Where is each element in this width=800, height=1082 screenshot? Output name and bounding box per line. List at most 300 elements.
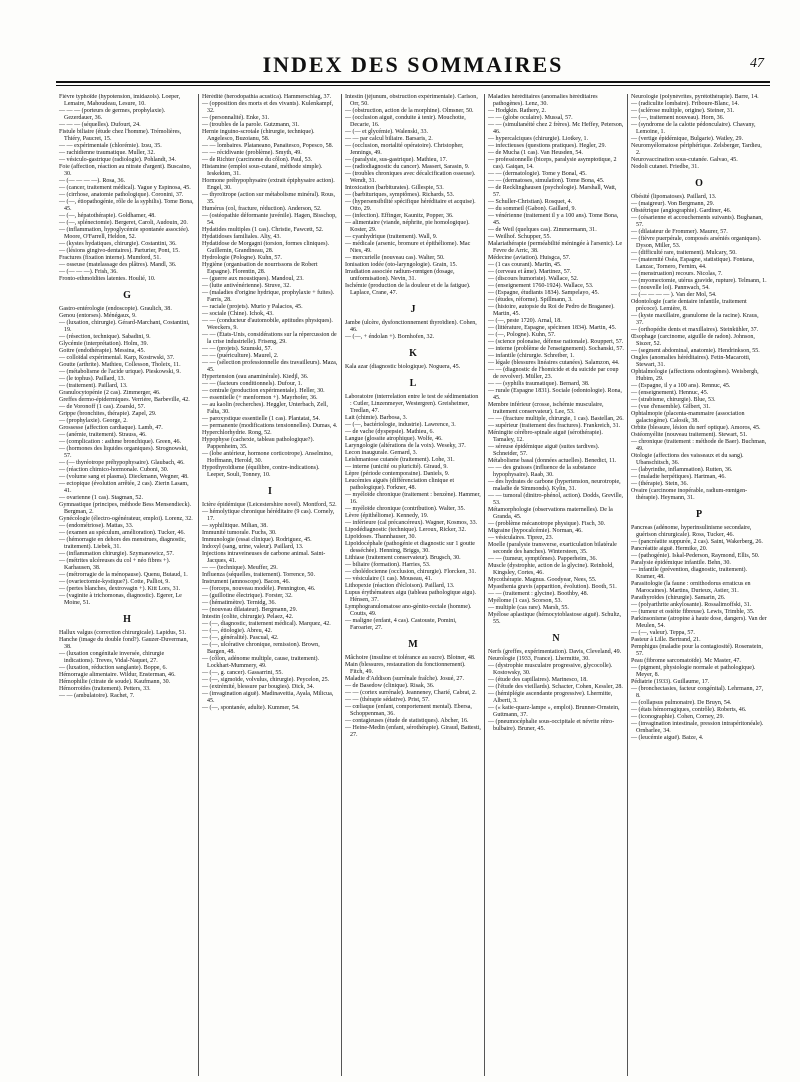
index-entry: Obésité (lipomatoses). Paillard, 13. [631, 194, 717, 200]
index-entry: — (vaginite à trichomonas, diagnostic). Egerer, Le Moine, 51. [59, 593, 182, 606]
index-entry: — essentielle (+ menformon +). Mayrhofer, 36. [202, 395, 318, 401]
index-entry: Hémophilie (citrate de soude). Kaufmann, 30. [59, 679, 171, 685]
index-entry: — — (puériculture). Maurel, 2. [202, 353, 279, 359]
index-entry: — myéloïde chronique (contribution). Walter, 35. [345, 506, 466, 512]
index-entry: — (lobe antérieur, hormone corticotrope). Anselmino, Hoffmann, Herold, 30. [202, 451, 333, 464]
index-entry: — (kystes hydatiques, chirurgie). Costantini, 36. [59, 241, 177, 247]
index-entry: — maligne (enfant, 4 cas). Castouste, Pomini, Faroarier, 27. [345, 618, 457, 631]
index-entry: — (pancréatite suppurée, 2 cas). Saint, Wakerberg, 26. [631, 539, 763, 545]
index-entry: Nodoli cutanei. Friedbe, 31. [631, 164, 699, 170]
index-entry: Hémorragie alimentaire. Wildur, Ensterman, 46. [59, 672, 176, 678]
index-entry: — (hématimètre). Ternidg, 36. [202, 600, 277, 606]
index-entry: Métamorphologie (observations maternelles). De la Granda, 45. [488, 507, 613, 520]
index-column [56, 94, 199, 1076]
index-entry: Nerfs (greffes, expérimentation). Davis, Cleveland, 49. [488, 649, 622, 655]
index-entry: — (invagination aiguë). Madinaveitia, Ayala, Milicua, 45. [202, 691, 334, 704]
index-entry: — chronique (traitement : méthode de Baer). Buchman, 49. [631, 439, 767, 452]
index-entry: Hémorroïdes (traitement). Petters, 33. [59, 686, 151, 692]
index-entry: — (—, splénectomie). Bergeret, Caroli, Audouin, 20. [59, 220, 188, 226]
index-entry: — (inflammation chirurgie). Szymanowicz, 57. [59, 551, 174, 557]
index-entry: — (ostéopathie déformante juvénile). Hagen, Bisschop, 54. [202, 213, 337, 226]
index-entry: — (dystrophie musculaire progressive, glycocolle). Kostowsky, 30. [488, 663, 613, 676]
index-entry: — (science polonaise, défense nationale). Rouppert, 57. [488, 339, 624, 345]
index-entry: — (anémie, traitement). Strauss, 46. [59, 432, 147, 438]
index-entry: — (thérapie). Stein, 36. [631, 481, 689, 487]
index-entry: — des hydrates de carbone (hypertension, neurotropie, maladie de Simmonds). Kylin, 31. [488, 479, 621, 492]
index-entry: Humérus (col, fracture, réduction). Anderson, 52. [202, 206, 322, 212]
index-entry: — (dilatateur de Frommer). Maurer, 57. [631, 229, 728, 235]
index-entry: Lecon inaugurale. Gemard, 3. [345, 450, 418, 456]
index-entry: — (fièvre puerpérale, composés arséniés organiques). Dyson, Miller, 53. [631, 236, 762, 249]
index-entry: — (—, ulcérative chronique, remission). Brown, Bargen, 48. [202, 642, 320, 655]
index-entry: — (forceps, nouveau modèle). Pennington, 46. [202, 586, 316, 592]
index-entry: — — (globe oculaire). Mussal, 57. [488, 115, 573, 121]
index-entry: — au kaolin (recherches). Heggler, Unterbach, Zell, Falta, 30. [202, 402, 329, 415]
index-entry: — (résection, technique). Sabadini, 9. [59, 334, 151, 340]
index-entry: — — (diagnostic de l'homicide et du suicide par coup de revolver). Müller, 23. [488, 367, 619, 380]
index-entry: Lèpre (période contemporaine). Daniels, 9. [345, 471, 450, 477]
index-entry: — — (ambulatoire). Rachet, 7. [59, 693, 135, 699]
index-entry: — (— — — —). Rosa, 36. [59, 178, 126, 184]
index-entry: Foie (affection, réaction au nitrate d'argent). Buscaino, 30. [59, 164, 192, 177]
index-entry: — (obstruction, action de la morphine). Olmsner, 50. [345, 108, 474, 114]
index-entry: — (—, étiopathogénie, rôle de la syphilis). Tome Bona, 45. [59, 199, 194, 212]
index-entry: — de vache (dyspepsie). Mathieu, 6. [345, 429, 434, 435]
index-entry: Ionisation iodée (oto-laryngologie). Grain, 15. [345, 262, 458, 268]
index-entry: — (l'étude des vieillards). Schacter, Cohen, Kessler, 28. [488, 684, 623, 690]
index-entry: — hypercalciques (chirurgie). Liotkey, 1. [488, 136, 589, 142]
index-entry: — (— — —). Frish, 36. [59, 269, 118, 275]
index-entry: Gynécologie (électro-ogénérateur, emploi). Lorenz, 32. [59, 516, 193, 522]
index-entry: — (—, + éndolan +). Bornhofen, 32. [345, 334, 435, 340]
index-entry: — — (dermatoses, simulation). Tome Bona, 45. [488, 178, 605, 184]
index-entry: — (Espagne, il y a 100 ans). Rennuc, 45. [631, 383, 731, 389]
index-entry: Obstétrique (angiographie). Gardiner, 46. [631, 208, 732, 214]
section-letter: J [410, 304, 416, 315]
index-entry: — (luxation, réduction sanglante). Boppe, 6. [59, 665, 167, 671]
index-entry: — interne (problème de l'enseignement). Sochanski, 57. [488, 346, 624, 352]
index-entry: — syphilitique. Milian, 38. [202, 523, 268, 529]
section-letter: N [552, 633, 560, 644]
index-entry: — (—, peste 1720). Arnal, 18. [488, 318, 562, 324]
index-entry: Hypophyse (cachexie, tableau pathologique?). Pappenheim, 35. [202, 437, 314, 450]
index-entry: Lithopexie (réaction d'écloison). Paillard, 13. [345, 583, 455, 589]
index-entry: — — — (porteurs de germes, prophylaxie). Gezerdauer, 36. [59, 108, 166, 121]
index-entry: — de Richter (carcinome du côlon). Paul, 53. [202, 157, 313, 163]
index-entry: Goitre (endothérapie). Messina, 45. [59, 348, 145, 354]
section-letter: P [695, 509, 703, 520]
index-entry: — (myomectomie, utérus gravide, rupture). Telmann, 1. [631, 278, 767, 284]
index-entry: — (vertige épidémique, Bulgarie). Watley, 29. [631, 136, 744, 142]
index-entry: Lymphogranulomatose ano-génito-rectale (homme). Coutts, 49. [345, 604, 472, 617]
index-entry: — (complication : asthme bronchique). Green, 46. [59, 439, 182, 445]
page-header [56, 52, 770, 78]
index-entry: — (maigreur). Von Bergmann, 29. [631, 201, 715, 207]
index-entry: — cholédocienne (occlusion, chirurgie). Florcken, 31. [345, 569, 477, 575]
index-entry: — (« katie-quarz-lampe », emploi). Brunner-Ornstein, Guttmann, 37. [488, 705, 620, 718]
index-entry: — (étude des capillaires). Marinesco, 18. [488, 677, 588, 683]
index-entry: — — par calcul biliaire. Barsaris, 2. [345, 136, 433, 142]
index-entry: Neurologie (1933, France). Lhermitte, 30. [488, 656, 590, 662]
index-entry: — — (technique). Meuffer, 29. [202, 565, 278, 571]
index-entry: Otologie (affections des vaisseaux et du sang). Ubanschitsch, 36. [631, 453, 744, 466]
index-entry: — (côlon, adénome multiple, cause, traitement). Lockhart-Mummery, 49. [202, 656, 320, 669]
index-entry: — (occlusion aiguë, conduite à tenir). Mouchotte, Decarie, 16. [345, 115, 466, 128]
index-entry: Greffes dermo-épidermiques. Verrière, Barbeville, 42. [59, 397, 190, 403]
index-entry: — — (cortex surrénale). Jeanneney, Charié, Cabrat, 2. [345, 690, 477, 696]
index-entry: Myélose aplastique (hémocytoblastose aiguë). Schultz, 55. [488, 612, 621, 625]
index-entry: — (paralysie, sus-gastrique). Mathieu, 17. [345, 157, 448, 163]
index-entry: — (maladies d'origine hydrique, prophylaxie + fuites). Farris, 28. [202, 290, 335, 303]
index-entry: — (—, traitement nouveau). Horn, 36. [631, 115, 725, 121]
index-entry: — (nouvelle loi). Pannwach, 54. [631, 285, 710, 291]
index-entry: Jambe (ulcère, dysfonctionnement thyroïdien). Cohen, 46. [345, 320, 477, 333]
index-entry: — (radiculite lombaire). Friboure-Blanc, 14. [631, 101, 739, 107]
index-entry: Intoxication (barbiturates). Gillespie, 53. [345, 185, 444, 191]
index-entry: — thyroïtrope (action sur métabolisme minéral). Rous, 35. [202, 192, 336, 205]
header-rule-thin [56, 85, 770, 86]
index-entry: — — (tumeur, symptômes). Papperheim, 36. [488, 556, 598, 562]
index-entry: Moelle (paralysie transverse, exarticulation bilatérale seconde des hanches). Wintersteen, 35. [488, 542, 617, 555]
index-entry: — (orthopédie dents et maxillaires). Steinkühler, 37. [631, 327, 759, 333]
index-entry: — (— — — — ). Van der Mol, 54. [631, 292, 717, 298]
index-entry: — (difficulté rare, traitement). Mulcary, 50. [631, 250, 737, 256]
section-letter: G [123, 290, 131, 301]
index-entry: — (—, hépatothérapie). Goldhamer, 48. [59, 213, 156, 219]
index-entry: — interne (unicité ou pluricité). Giraud, 9. [345, 464, 448, 470]
index-entry: — Heine-Medin (enfant, sérothérapie). Giraud, Battesti, 27. [345, 725, 481, 738]
index-entry: Influenza (séquelles, traitement). Torrence, 50. [202, 572, 315, 578]
index-entry: — (—, bactériologie, industrie). Lawrence, 3. [345, 422, 456, 428]
index-entry: — — lombaires. Plataneano, Panaitesco, Popesco, 58. [202, 143, 334, 149]
index-entry: Muscle (dystrophie, action de la glycine). Reinhold, Kingsley, Cortes, 46. [488, 563, 614, 576]
index-entry: — du sommeil (Gabon). Gaillard, 9. [488, 206, 576, 212]
index-entry: — biliaire (formation). Harries, 53. [345, 562, 431, 568]
index-entry: — (personnalité). Enke, 31. [202, 115, 270, 121]
index-entry: — (luxation, chirurgie). Gérard-Marchant, Costantini, 19. [59, 320, 190, 333]
index-entry: — (pathogénie). Iskal-Pederson, Raymond, Ellis, 50. [631, 553, 760, 559]
index-entry: — ovarienne (1 cas). Stagman, 52. [59, 495, 143, 501]
index-entry: Ischémie (production de la douleur et de la fatigue). Laplace, Crane, 47. [345, 283, 471, 296]
index-entry: — légale (blessures linéaires cutanées). Salamzon, 44. [488, 360, 620, 366]
index-entry: Indoxyl (sang, urine, valeur). Paillard, 13. [202, 544, 304, 550]
index-entry: Myélome (1 cas). Scorson, 53. [488, 598, 563, 604]
index-entry: Hormone préhypophysaire (extrait épiphysaire action). Engel, 30. [202, 178, 335, 191]
index-entry: — — (traitement : glycine). Boothby, 48. [488, 591, 589, 597]
index-entry: — séreuse épidémique aiguë (suites tardives). Schneider, 57. [488, 444, 600, 457]
index-entry: — (maternité Oséa, Espagne, statistique). Fontana, Lanzac, Tornero, Fernim, 44. [631, 257, 755, 270]
index-entry: Lipoïdocéphale (pathogénie et diagnostic sur 1 goutte desséchée). Henning, Briggs, 30. [345, 541, 475, 554]
index-entry: — (labyrinthe, inflammation). Rutten, 36. [631, 467, 733, 473]
index-entry: — vésiculo-gastrique (radiologie). Pohlandt, 34. [59, 157, 177, 163]
index-entry: — vésiculaires. Tiprez, 23. [488, 535, 554, 541]
index-entry: — Hodgkin. Rathery, 2. [488, 108, 547, 114]
section-letter: O [695, 178, 703, 189]
index-entry: — (luxation congénitale inversée, chirurgie indications). Treves, Vidal-Naquet, 27. [59, 651, 165, 664]
section-letter: K [409, 348, 417, 359]
index-entry: — (— et glycémie). Walenski, 33. [345, 129, 429, 135]
index-entry: — — (sélection professionnelle des travailleurs). Maza, 45. [202, 360, 338, 373]
index-entry: — médicale (arsenic, bromure et épithéliome). Mac Nies, 49. [345, 241, 471, 254]
index-entry: — (maladie herpétiques). Hartman, 46. [631, 474, 726, 480]
index-entry: — (kyste maxillaire, granulome de la racine). Kraus, 37. [631, 313, 759, 326]
index-entry: — infantile (prévention, diagnostic, traitement). Kramer, 48. [631, 567, 748, 580]
index-entry: Ophtalmologie (affections odontogènes). Weisbergh, Hubim, 29. [631, 369, 759, 382]
index-columns [56, 94, 770, 1076]
index-entry: — — (simultanéité chez 2 frères). Mc Heffey, Peterson, 46. [488, 122, 624, 135]
index-entry: — professionnelle (biceps, paralysie asymptotique, 2 cas). Gaiqan, 14. [488, 157, 617, 170]
index-entry: Ostéomyélite (nouveau traitement). Stewart, 51. [631, 432, 748, 438]
index-entry: — — (conducteur d'automobile, aptitudes physiques). Weeckers, 9. [202, 318, 333, 331]
index-entry: — (—, étiologie). Abreu, 42. [202, 628, 273, 634]
index-entry: Granulocytopénie (2 cas). Zimmerger, 46. [59, 390, 161, 396]
index-entry: — centrale (production expérimentale). Heller, 30. [202, 388, 325, 394]
index-entry: Paralysie épidémique infantile. Behn, 30. [631, 560, 731, 566]
index-entry: — (enseignement 1760-1924). Wallace, 53. [488, 283, 594, 289]
index-entry: — rachidienne traumatique. Muller, 32. [59, 150, 155, 156]
index-entry: Ovaire (carcinome inopérable, radium-rœntgen-thérapie). Heymann, 31. [631, 488, 748, 501]
index-entry: — (menstruation) recours. Nicolas, 7. [631, 271, 723, 277]
index-entry: — (barbituriques, symptômes). Richards, 53. [345, 192, 455, 198]
index-entry: — de Recklinghausen (psychologie). Marshall, Watt, 57. [488, 185, 617, 198]
index-entry: — (tumeur et ostéite fibreuse). Lewis, Trimble, 35. [631, 609, 755, 615]
index-entry: Lipodédiagnostic (technique). Leroux, Ricker, 32. [345, 527, 466, 533]
index-entry: — — (facteurs conditionnels). Dufour, 1. [202, 381, 303, 387]
index-entry: Gymnastique (principes, méthode Bess Mensendieck). Bergman, 2. [59, 502, 191, 515]
index-entry: Lait (chimie). Barbosa, 3. [345, 415, 408, 421]
index-entry: Lithiase (traitement conservateur). Brugsch, 30. [345, 555, 461, 561]
index-entry: — osseuse (matelassage des plâtres). Mandl, 36. [59, 262, 177, 268]
index-entry: — (—, sigmoïde, volvulus, chirurgie). Peycelon, 25. [202, 677, 330, 683]
index-entry: — (pneumocéphalie sous-occipitale et névrite rétro-bulbaire). Bruner, 45. [488, 719, 615, 732]
index-entry: — (occlusion, mortalité opératoire). Christopher, Jennings, 49. [345, 143, 464, 156]
index-entry: Métabolisme basal (données actuelles). Benedict, 11. [488, 458, 617, 464]
index-entry: — (métabolisme de l'acide urique). Pieskowski, 9. [59, 369, 181, 375]
index-column [628, 94, 770, 1076]
index-entry: — (invagination intestinale, pression intrapéritonéale). Ornbarlee, 34. [631, 721, 764, 734]
index-entry: Leucémies aiguës (différenciation clinique et pathologique). Forkner, 48. [345, 478, 455, 491]
index-entry: — (extrémité, blessure par bougies). Dick, 34. [202, 684, 315, 690]
index-entry: — (études, réforme). Spillmann, 3. [488, 297, 573, 303]
index-entry: — (problème mécanotrope physique). Fisch, 30. [488, 521, 606, 527]
index-entry: — — (projets). Szumski, 57. [202, 346, 273, 352]
index-entry: — (—, spontanée, adulte). Kummer, 54. [202, 705, 300, 711]
index-entry: Laryngologie (altérations de la voix). Weseky, 37. [345, 443, 466, 449]
index-entry: Injections intraveineuses de carbone animal. Saint-Jacques, 41. [202, 551, 326, 564]
index-entry: — (radiodiagnostic du cancer). Massert, Sarasin, 9. [345, 164, 470, 170]
index-entry: — alimentaire (viande, néphrite, pie homologique). Koster, 29. [345, 220, 470, 233]
index-entry: — myéloïde chronique (traitement : benzène). Hammer, 16. [345, 492, 481, 505]
index-entry: Pancreas (adénome, hyperinsulinisme secondaire, guérison chirurgicale). Ross, Tucker, 46. [631, 525, 752, 538]
index-entry: — (collapsus pulmonaire). De Bruyn, 54. [631, 700, 732, 706]
index-entry: Œsophage (carcinome, aiguille de radon). Johnson, Siszer, 52. [631, 334, 755, 347]
index-column [342, 94, 485, 1076]
index-entry: Maladies héréditaires (anomalies héréditaires pathogènes). Lenz, 30. [488, 94, 598, 107]
index-entry: — (—, Pologne). Kuhn, 57. [488, 332, 556, 338]
index-entry: — — (thérapie sédative). Prist, 57. [345, 697, 430, 703]
index-entry: — (enseignement). Hennuc, 45. [631, 390, 709, 396]
index-entry: Peau (fibrome sarcomatoïde). Mc Master, 47. [631, 658, 741, 664]
index-entry: Parkinsonisme (atropine à haute dose, dangers). Van der Meulen, 54. [631, 616, 767, 629]
index-entry: Hydrologie (Pologne). Kuhn, 57. [202, 255, 282, 261]
index-entry: Genou (entorses). Ménégaux, 9. [59, 313, 137, 319]
index-entry: — (prophylaxie). George, 2. [59, 418, 128, 424]
index-entry: — mercurielle (nouveau cas). Walter, 50. [345, 255, 445, 261]
index-entry: Myasthenia gravis (apparition, évolution). Booth, 51. [488, 584, 617, 590]
index-entry: Grippe (bronchites, thérapie). Zapel, 29. [59, 411, 157, 417]
index-entry: — (discours humoriste). Wallace, 52. [488, 276, 579, 282]
index-entry: — cyanhydrique (traitement). Wall, 9. [345, 234, 438, 240]
index-entry: — Schuller-Christian). Rosquet, 4. [488, 199, 573, 205]
index-entry: Intestin (colite, chirurgie). Pelaez, 42. [202, 614, 294, 620]
index-entry: Hydatidose de Morgagni (torsion, formes cliniques). Guillemin, Grandineau, 28. [202, 241, 330, 254]
index-entry: Kala azar (diagnostic biologique). Noguera, 45. [345, 364, 461, 370]
index-entry: Pancréatite aiguë. Hermike, 20. [631, 546, 708, 552]
section-letter: I [268, 486, 272, 497]
index-entry: — (syndrome de la calotte pédonculaire). Chavany, Lemoine, 1. [631, 122, 756, 135]
index-entry: Immunologie (essai clinique). Rodriguez, 45. [202, 537, 312, 543]
index-entry: — (bronchectasies, facteur congénital). Lehrmann, 27, 8. [631, 686, 764, 699]
index-entry: Hygiène (organisation de nourrissons de Robert Espagne). Florentin, 28. [202, 262, 318, 275]
index-entry: Fistule biliaire (étude chez l'homme). Trémolières, Thiéry, Paucret, 15. [59, 129, 182, 142]
index-entry: — (segment abdominal, anatomie). Hendrinkson, 55. [631, 348, 760, 354]
index-entry: Laboratoire (interrelation entre le test de sédimentation : Cutler, Linzenmeyer, Westergren). Greisheimer, Tredlan, 47. [345, 394, 479, 414]
index-entry: Parathyroïdes (chirurgie). Samarin, 26. [631, 595, 726, 601]
index-entry: — (—, g. cancer). Gassarrini, 55. [202, 670, 283, 676]
index-entry: Ophtalmopie (placenta-mammaire (association galactogène). Calosik, 38. [631, 411, 745, 424]
index-entry: Goutte (arthrite). Mathieu, Collesson, Tholeix, 11. [59, 362, 181, 368]
index-entry: Parasitologie (la faune : ornithodorus erraticus en Marocaines). Martins, Durieux, Astier, 31. [631, 581, 751, 594]
index-entry: — — expérimentale (chlorémie). Izsu, 35. [59, 143, 162, 149]
index-entry: — (—, diagnostic, traitement médical). Marquez, 42. [202, 621, 331, 627]
index-column [485, 94, 628, 1076]
index-entry: — (guillotine électrique). Forster, 32. [202, 593, 293, 599]
index-entry: — (— thyréotrope préhypophysaire). Glaubach, 46. [59, 460, 185, 466]
index-entry: — — récidivante (problème). Smyth, 49. [202, 150, 302, 156]
index-entry: — (ovariectomie-kystique?). Cotte, Palliot, 9. [59, 579, 170, 585]
index-entry: — supérieur (traitement des fractures). Frankreich, 31. [488, 423, 621, 429]
index-entry: — — (syphilis traumatique). Bernard, 38. [488, 381, 590, 387]
index-entry: — (hypersensibilité spécifique héréditaire et acquise). Otto, 29. [345, 199, 476, 212]
index-entry: — (examen au spéculum, amélioration). Tucker, 46. [59, 530, 186, 536]
index-entry: Hypothyroïdisme (équilibre, contre-indications). Leeper, Souli, Tonney, 10. [202, 465, 320, 478]
index-entry: Hydatides multiples (1 cas). Christie, Fawcett, 52. [202, 227, 324, 233]
index-entry: — de Weil (quelques cas). Zimmermann, 31. [488, 227, 597, 233]
index-entry: — (—, valeur). Teppa, 57. [631, 630, 695, 636]
index-entry: — (—, généralité). Pascual, 42. [202, 635, 279, 641]
index-entry: Pemphigus (maladie pour la contagiosité). Rosenstein, 57. [631, 644, 763, 657]
index-entry: Hérédité (herodopathia acustica). Hammerschlag, 37. [202, 94, 332, 100]
index-entry: — (le tophus). Paillard, 13. [59, 376, 126, 382]
index-entry: — (pigment, physiologie normale et pathologique). Meyer, 8. [631, 665, 756, 678]
index-entry: Migraine (hypocalcémie). Norman, 46. [488, 528, 583, 534]
index-entry: — (états hémorragiques, contrôle). Roberts, 46. [631, 707, 747, 713]
index-entry: Main (blessures, restauration du fonctionnement). Fitch, 49. [345, 662, 466, 675]
index-entry: Lupus érythémateux aigu (tableau pathologique aigu). Hénsen, 37. [345, 590, 476, 603]
index-entry: Médecine (aviation). Huisgca, 57. [488, 255, 571, 261]
index-entry: Mycothérapie. Magnus. Goodyear, Nees, 55. [488, 577, 597, 583]
index-entry: — infantile (chirurgie. Schreiber, 1. [488, 353, 575, 359]
index-entry: — (cirrhose, anatomie pathologique). Coronini, 37. [59, 192, 184, 198]
index-entry: — (métrites ulcéreuses du col + néo fibres +). Karhausen, 38. [59, 558, 171, 571]
index-entry: — Weilhof. Schupper, 55. [488, 234, 551, 240]
index-entry: Hallux valgus (correction chirurgicale). Lapidus, 51. [59, 630, 187, 636]
index-entry: Hernie inguino-scrotale (chirurgie, technique). Angelesco, Buzoianu, 58. [202, 129, 315, 142]
index-entry: Ictère épidémique (Leicestershire novel). Montford, 52. [202, 502, 337, 508]
index-entry: — — tumoral (dinitro-phénol, action). Dodds, Greville, 53. [488, 493, 624, 506]
index-entry: — (Espagne, étudiants 1834). Sampelayo, 45. [488, 290, 600, 296]
index-entry: Hydatidoses familiales. Aliy, 43. [202, 234, 281, 240]
index-entry: Hypertension (eau anaminérale). Kiedjl, 36. [202, 374, 309, 380]
index-entry: Lèvre (épithéliome). Kennedy, 19. [345, 513, 429, 519]
index-entry: — paroxystique essentielle (1 cas). Plantatat, 54. [202, 416, 321, 422]
index-entry: Immunité tumorale. Fuchs, 30. [202, 530, 277, 536]
index-entry: — (vue d'ensemble). Gilbert, 31. [631, 404, 711, 410]
index-entry: — (opposition des morts et des vivants). Kulenkampf, 32. [202, 101, 334, 114]
index-entry: — (infection). Effinger, Kaunitz, Popper, 36. [345, 213, 454, 219]
page-number: 47 [750, 56, 764, 71]
section-letter: H [123, 614, 131, 625]
index-entry: — (hormones des liquides organiques). Strognowski, 57. [59, 446, 188, 459]
index-entry: — sociale (Chine). Ichok, 43. [202, 311, 274, 317]
index-entry: — permanente (modifications tensionnelles). Dumas, 4. [202, 423, 338, 429]
index-entry: — vénérienne (traitement il y a 100 ans). Tome Bona, 45. [488, 213, 619, 226]
index-entry: — — des graisses (influence de la substance hypophysaire). Raab, 30. [488, 465, 596, 478]
index-entry: — ectopique (évolution arrêtée, 2 cas). Zierin Lasam, 41. [59, 481, 189, 494]
index-entry: — (cancer, traitement médical). Yague y Espinosa, 45. [59, 185, 191, 191]
index-entry: — vésiculaire (1 cas). Mouseau, 41. [345, 576, 433, 582]
index-entry: — (1 cas courant). Martin, 45. [488, 262, 562, 268]
index-entry: — (strabisme, chirurgie). Blue, 53. [631, 397, 716, 403]
index-entry: — (césarienne et accouchements suivants). Bughanan, 57. [631, 215, 763, 228]
index-entry: — — (fracture multiple, chirurgie, 1 cas). Bastellan, 26. [488, 416, 624, 422]
index-entry: — infectieuses (questions pratiques). Hegler, 29. [488, 143, 606, 149]
index-entry: Neurovaccination sous-cutanée. Galvao, 45. [631, 157, 738, 163]
index-column [199, 94, 342, 1076]
index-entry: — (iconographie). Cohen, Corney, 29. [631, 714, 724, 720]
index-entry: Pédiatrie (1933). Guillaume, 17. [631, 679, 710, 685]
index-entry: — inférieure (cal précancéreux). Wagner, Kosmos, 33. [345, 520, 478, 526]
page-title: INDEX DES SOMMAIRES [262, 52, 564, 77]
index-entry: — (lutte antivénérienne). Struve, 32. [202, 283, 291, 289]
index-entry: — (sclérose multiple, origine). Steiner, 31. [631, 108, 735, 114]
index-entry: Membre inférieur (crosse, ischémie musculaire, traitement conservateur). Lee, 53. [488, 402, 604, 415]
index-entry: — colloïdal expérimental. Karp, Kostrwski, 37. [59, 355, 175, 361]
index-entry: — (traitement). Paillard, 13. [59, 383, 128, 389]
index-entry: Gastro-entérologie (endoscopie). Graulich, 38. [59, 306, 172, 312]
index-entry: Histamine (emploi sous-cutané, méthode simple). Ieskekten, 31. [202, 164, 323, 177]
index-entry: Fièvre typhoïde (hypotension, imidazols). Loeper, Lemaire, Mahoudeau, Lesure, 10. [59, 94, 181, 107]
index-entry: Instrument (amnoscope). Bacon, 46. [202, 579, 290, 585]
index-entry: — (métrorragie de la ménopause). Quenu, Butaud, 1. [59, 572, 188, 578]
section-letter: M [408, 639, 418, 650]
index-entry: — contagieuses (étude de statistiques). Abcher, 16. [345, 718, 469, 724]
index-entry: — de Voronoff (1 cas). Zoarski, 57. [59, 404, 146, 410]
index-entry: — — (États-Unis, considérations sur la répercussion de la crise industrielle). Friseng, 29. [202, 332, 337, 345]
index-entry: Méningite cérébro-spinale aiguë (sérothérapie). Tamaley, 12. [488, 430, 603, 443]
index-entry: Irradiation associée radium-rœntgen (dosage, uniformisation). Nevin, 31. [345, 269, 455, 282]
index-entry: — (troubles de la parole. Gutzmann, 31. [202, 122, 300, 128]
index-entry: — (endométriose). Mattas, 33. [59, 523, 134, 529]
index-entry: Ongles (anomalies héréditaires). Fetin-Macarotti, Stewart, 31. [631, 355, 751, 368]
header-rule-thick [56, 81, 770, 83]
index-entry: Neuromyélomatose périphérique. Zelsberger, Tardieu, 2. [631, 143, 762, 156]
index-entry: — rurale (Espagne 1831). Sociale (odontologie). Rona, 45. [488, 388, 622, 401]
index-entry: Pasteur à Lille. Bertrand, 21. [631, 637, 701, 643]
index-entry: Neurologie (polynévrites, pyrétothérapie). Barre, 14. [631, 94, 759, 100]
index-entry: — (histoire, autopsie du Roi de Pedro de Braganee). Martin, 45. [488, 304, 615, 317]
index-entry: Leishmaniose cutanée (traitement). Lohe, 31. [345, 457, 455, 463]
